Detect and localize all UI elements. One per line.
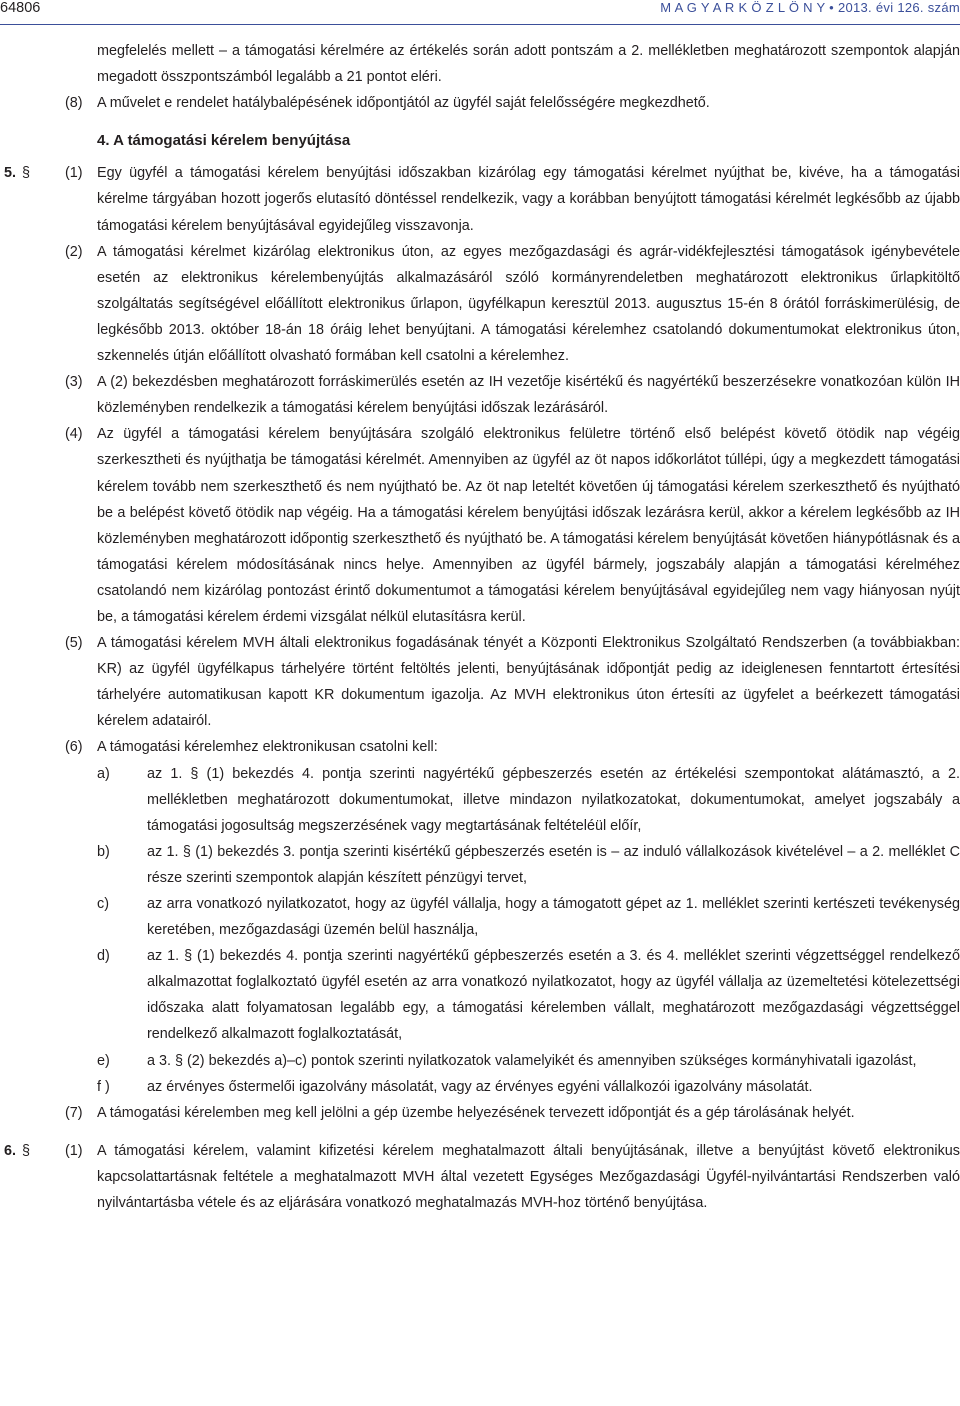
list-item-text: az 1. § (1) bekezdés 3. pontja szerinti kisértékű gépbeszerzés esetén is – az induló vállalkozások kivételével – a 2. melléklet C része szerinti szempontok alapján készített pénzügyi tervet, bbox=[147, 843, 960, 886]
page-header bbox=[0, 0, 960, 24]
section-number-text: 6. bbox=[4, 1142, 17, 1159]
paragraph-number: (1) bbox=[65, 165, 83, 182]
continuation-text: megfelelés mellett – a támogatási kérelmére az értékelés során adott pontszám a 2. mellékletben meghatározott szempontok alapján megadott összpontszámból legalább a 21 pontot eléri. bbox=[97, 43, 960, 86]
list-item-d bbox=[97, 943, 960, 1047]
section-gap bbox=[0, 1126, 960, 1138]
list-item-label: a) bbox=[97, 765, 110, 782]
document-body bbox=[0, 38, 960, 1216]
paragraph-text: A művelet e rendelet hatálybalépésének időpontjától az ügyfél saját felelősségére megkezdhető. bbox=[97, 95, 710, 112]
section-6 bbox=[0, 1138, 960, 1216]
paragraph-number: (6) bbox=[65, 739, 83, 756]
paragraph-number: (4) bbox=[65, 426, 83, 443]
paragraph-number: (3) bbox=[65, 374, 83, 391]
paragraph-text: A támogatási kérelemhez elektronikusan csatolni kell: bbox=[97, 739, 438, 756]
paragraph-number: (7) bbox=[65, 1104, 83, 1121]
list-item-text: az 1. § (1) bekezdés 4. pontja szerinti nagyértékű gépbeszerzés esetén a 3. és 4. melléklet szerinti végzettséggel rendelkező alkalmazottat foglalkoztató ügyfél esetén az arra vonatkozó nyilatkozatot, hogy az ügyfél vállalja az üzemeltetési kötelezettségi időszaka alatt folyamatosan legalább egy, a támogatási kérelemben vállalt, meghatározott mezőgazdasági végzettséggel rendelkező alkalmazott foglalkoztatását, bbox=[147, 948, 960, 1043]
list-item-text: az 1. § (1) bekezdés 4. pontja szerinti nagyértékű gépbeszerzés esetén az értékelési szempontokat alátámasztó, a 2. mellékletben meghatározott dokumentumokat, illetve mindazon nyilatkozatokat, dokumentumokat, amelyet jogszabály a támogatási jogosultság megszerzésének vagy megtartásának feltételéül előír, bbox=[147, 765, 960, 834]
paragraph-8 bbox=[0, 90, 960, 116]
paragraph-5-6 bbox=[65, 734, 960, 760]
paragraph-number: (1) bbox=[65, 1142, 83, 1159]
paragraph-number: (8) bbox=[65, 95, 83, 112]
section-mark: § bbox=[22, 165, 31, 182]
section-mark: § bbox=[22, 1142, 31, 1159]
section-5 bbox=[0, 160, 960, 1125]
paragraph-5-5 bbox=[65, 630, 960, 734]
header-rule bbox=[0, 24, 960, 25]
list-item-e bbox=[97, 1048, 960, 1074]
list-item-label: d) bbox=[97, 948, 110, 965]
section-number bbox=[4, 1138, 31, 1164]
list-item-b bbox=[97, 839, 960, 891]
paragraph-text: A (2) bekezdésben meghatározott forráskimerülés esetén az IH vezetője kisértékű és nagyértékű beszerzésekre vonatkozóan külön IH közleményben rendelkezik a támogatási kérelem benyújtási időszak lezárásáról. bbox=[97, 374, 960, 417]
paragraph-text: A támogatási kérelmet kizárólag elektronikus úton, az egyes mezőgazdasági és agrár-vidékfejlesztési támogatások igénybevétele esetén az elektronikus kérelembenyújtás alkalmazásáról szóló kormányrendeletben meghatározott elektronikus űrlapkitöltő szolgáltatás segítségével előállított elektronikus űrlapon, ügyfélkapun keresztül 2013. augusztus 15-én 8 órától forráskimerülésig, de legkésőbb 2013. október 18-án 18 óráig lehet benyújtani. A támogatási kérelemhez csatolandó dokumentumokat elektronikus úton, szkennelés útján előállított olvasható formában kell csatolni a kérelemhez. bbox=[97, 243, 960, 365]
paragraph-text: A támogatási kérelem, valamint kifizetési kérelem meghatalmazott általi benyújtásának, illetve a benyújtást követő elektronikus kapcsolattartásnak feltétele a meghatalmazott MVH által vezetett Egységes Mezőgazdasági Ügyfél-nyilvántartási Rendszerben való nyilvántartásba vétele és az eljárására vonatkozó meghatalmazás MVH-hoz történő benyújtása. bbox=[97, 1142, 960, 1212]
page-number: 64806 bbox=[0, 0, 41, 16]
paragraph-5-2 bbox=[65, 239, 960, 369]
paragraph-text: A támogatási kérelem MVH általi elektronikus fogadásának tényét a Központi Elektronikus Szolgáltató Rendszerben (a továbbiakban: KR) az ügyfél ügyfélkapus tárhelyére történt feltöltés jelenti, benyújtásának időpontját pedig az ideiglenesen fenntartott értesítési tárhelyére automatikusan kapott KR dokumentum igazolja. Az MVH elektronikus úton értesíti az ügyfelet a beérkezett támogatási kérelem adatairól. bbox=[97, 635, 960, 730]
list-item-label: e) bbox=[97, 1052, 110, 1069]
paragraph-text: Az ügyfél a támogatási kérelem benyújtására szolgáló elektronikus felületre történő első belépést követő ötödik nap végéig szerkesztheti és nyújthatja be támogatási kérelmét. Amennyiben az ügyfél az öt napos időkorlátot túllépi, úgy a megkezdett támogatási kérelem tovább nem szerkeszthető és nem nyújtható be. Az öt nap leteltét követően új támogatási kérelem szerkeszthető és nyújtható be a belépést követő ötödik nap végéig. Ha a támogatási kérelem benyújtási időszak lezárásra kerül, akkor a kérelem legkésőbb az IH közleményben meghatározott időpontig szerkeszthető és nyújtható be. A támogatási kérelem benyújtását követően hiánypótlásnak és a támogatási kérelem módosításának nincs helye. Amennyiben az ügyfél bármely, jogszabály alapján a támogatási kérelméhez csatolandó nem kizárólag pontozást érintő dokumentumot a támogatási kérelem benyújtásával egyidejűleg nem vagy hiányosan nyújt be, a támogatási kérelem érdemi vizsgálat nélkül elutasításra kerül. bbox=[97, 426, 960, 625]
list-item-label: b) bbox=[97, 843, 110, 860]
list-item-label: f ) bbox=[97, 1078, 110, 1095]
paragraph-5-3 bbox=[65, 369, 960, 421]
list-item-text: a 3. § (2) bekezdés a)–c) pontok szerinti nyilatkozatok valamelyikét és amennyiben szükséges kormányhivatali igazolást, bbox=[147, 1052, 917, 1069]
list-item-text: az érvényes őstermelői igazolvány másolatát, vagy az érvényes egyéni vállalkozói igazolvány másolatát. bbox=[147, 1078, 813, 1095]
list-item-c bbox=[97, 891, 960, 943]
chapter-heading: 4. A támogatási kérelem benyújtása bbox=[97, 132, 351, 150]
list-item-a bbox=[97, 761, 960, 839]
section-number bbox=[4, 160, 31, 186]
paragraph-5-4 bbox=[65, 421, 960, 630]
list-item-label: c) bbox=[97, 896, 109, 912]
paragraph-text: A támogatási kérelemben meg kell jelölni a gép üzembe helyezésének tervezett időpontját és a gép tárolásának helyét. bbox=[97, 1104, 855, 1121]
paragraph-number: (5) bbox=[65, 635, 83, 652]
running-head: M A G Y A R K Ö Z L Ö N Y • 2013. évi 126. szám bbox=[660, 0, 960, 15]
paragraph-5-1 bbox=[65, 160, 960, 238]
paragraph-number: (2) bbox=[65, 243, 83, 260]
list-item-f bbox=[97, 1074, 960, 1100]
section-number-text: 5. bbox=[4, 165, 17, 182]
paragraph-6-1 bbox=[65, 1138, 960, 1216]
list-item-text: az arra vonatkozó nyilatkozatot, hogy az ügyfél vállalja, hogy a támogatott gépet az 1. melléklet szerinti kertészeti tevékenység keretében, mezőgazdasági üzemén belül használja, bbox=[147, 896, 960, 939]
paragraph-text: Egy ügyfél a támogatási kérelem benyújtási időszakban kizárólag egy támogatási kérelmet nyújthat be, kivéve, ha a támogatási kérelme tárgyában hozott jogerős elutasító döntéssel rendelkezik, vagy a korábban benyújtott támogatási kérelmét legkésőbb az újabb támogatási kérelem benyújtásával egyidejűleg visszavonja. bbox=[97, 165, 960, 234]
paragraph-5-7 bbox=[65, 1100, 960, 1126]
